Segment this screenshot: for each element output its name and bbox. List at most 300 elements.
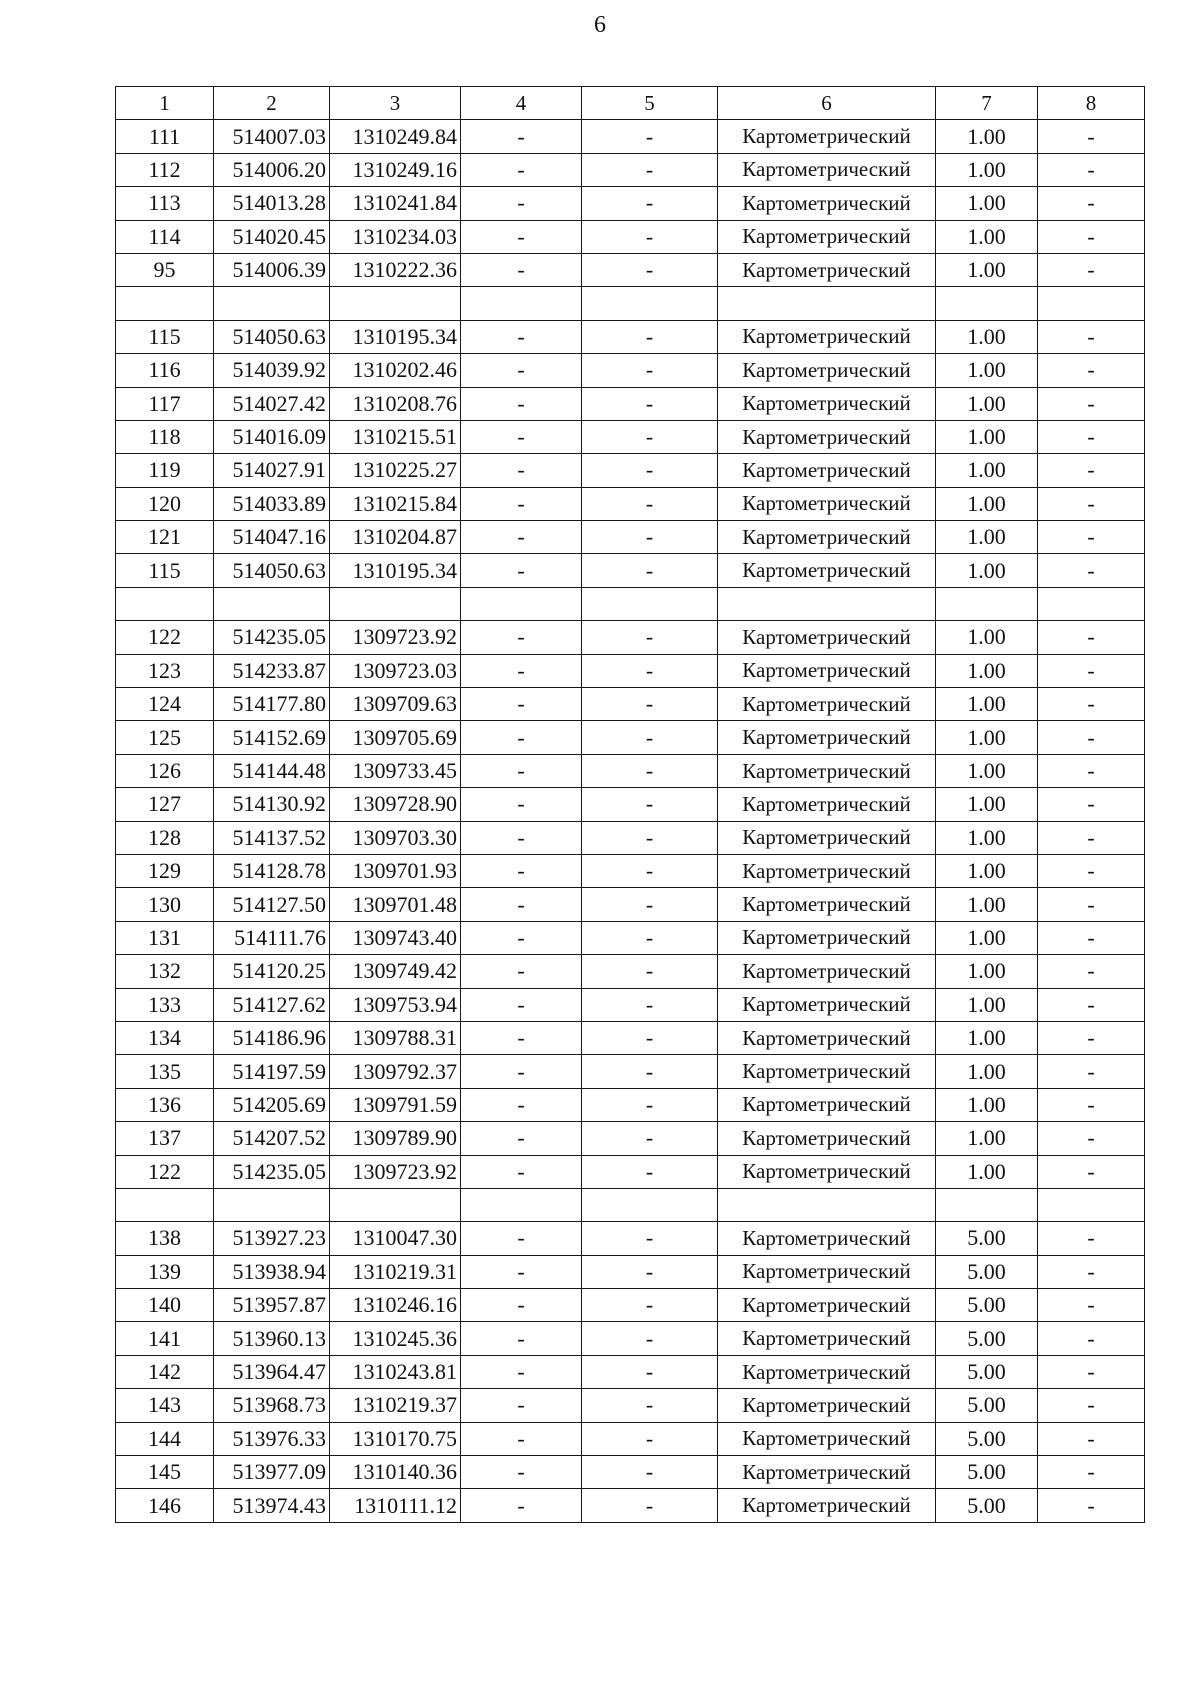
y-coordinate-cell: 1310219.31: [330, 1255, 461, 1288]
y-coordinate-cell: 1310111.12: [330, 1489, 461, 1522]
y-coordinate-cell: 1310215.51: [330, 420, 461, 453]
x-coordinate-cell: 514016.09: [214, 420, 330, 453]
y-coordinate-cell: 1309723.03: [330, 654, 461, 687]
column-4-cell: -: [461, 1355, 582, 1388]
column-4-cell: [461, 587, 582, 620]
method-cell: [718, 587, 936, 620]
column-4-cell: -: [461, 1322, 582, 1355]
table-row: [116, 721, 1145, 754]
point-number-cell: 126: [116, 754, 214, 787]
y-coordinate-cell: 1310140.36: [330, 1456, 461, 1489]
table-row: [116, 621, 1145, 654]
accuracy-cell: 5.00: [936, 1255, 1038, 1288]
y-coordinate-cell: 1310241.84: [330, 187, 461, 220]
table-row: [116, 521, 1145, 554]
point-number-cell: 140: [116, 1289, 214, 1322]
table-row: [116, 1155, 1145, 1188]
method-cell: Картометрический: [718, 1122, 936, 1155]
y-coordinate-cell: [330, 287, 461, 320]
accuracy-cell: 1.00: [936, 1088, 1038, 1121]
table-row: [116, 1422, 1145, 1455]
x-coordinate-cell: 513974.43: [214, 1489, 330, 1522]
accuracy-cell: 1.00: [936, 1055, 1038, 1088]
x-coordinate-cell: 514050.63: [214, 554, 330, 587]
x-coordinate-cell: 514047.16: [214, 521, 330, 554]
y-coordinate-cell: 1309709.63: [330, 688, 461, 721]
table-row: [116, 320, 1145, 353]
column-header-5: 5: [582, 87, 718, 120]
accuracy-cell: 1.00: [936, 554, 1038, 587]
y-coordinate-cell: 1310225.27: [330, 454, 461, 487]
column-8-cell: -: [1038, 1489, 1145, 1522]
y-coordinate-cell: 1309788.31: [330, 1021, 461, 1054]
x-coordinate-cell: 514233.87: [214, 654, 330, 687]
column-4-cell: -: [461, 420, 582, 453]
column-5-cell: -: [582, 220, 718, 253]
point-number-cell: [116, 287, 214, 320]
column-4-cell: -: [461, 153, 582, 186]
method-cell: Картометрический: [718, 1422, 936, 1455]
x-coordinate-cell: 514127.50: [214, 888, 330, 921]
accuracy-cell: 1.00: [936, 654, 1038, 687]
accuracy-cell: 1.00: [936, 354, 1038, 387]
column-5-cell: -: [582, 454, 718, 487]
y-coordinate-cell: 1310047.30: [330, 1222, 461, 1255]
column-8-cell: -: [1038, 1355, 1145, 1388]
column-5-cell: -: [582, 854, 718, 887]
column-8-cell: -: [1038, 220, 1145, 253]
table-row: [116, 688, 1145, 721]
column-8-cell: -: [1038, 1155, 1145, 1188]
point-number-cell: 130: [116, 888, 214, 921]
column-5-cell: -: [582, 1422, 718, 1455]
table-row: [116, 253, 1145, 286]
x-coordinate-cell: 514111.76: [214, 921, 330, 954]
column-4-cell: -: [461, 688, 582, 721]
column-5-cell: -: [582, 921, 718, 954]
column-5-cell: -: [582, 955, 718, 988]
method-cell: Картометрический: [718, 487, 936, 520]
point-number-cell: 118: [116, 420, 214, 453]
accuracy-cell: 1.00: [936, 153, 1038, 186]
x-coordinate-cell: 514152.69: [214, 721, 330, 754]
column-4-cell: -: [461, 621, 582, 654]
point-number-cell: 119: [116, 454, 214, 487]
x-coordinate-cell: 514207.52: [214, 1122, 330, 1155]
column-5-cell: [582, 587, 718, 620]
column-8-cell: -: [1038, 1456, 1145, 1489]
point-number-cell: 146: [116, 1489, 214, 1522]
y-coordinate-cell: 1309703.30: [330, 821, 461, 854]
column-8-cell: -: [1038, 1088, 1145, 1121]
y-coordinate-cell: 1310195.34: [330, 320, 461, 353]
x-coordinate-cell: 514197.59: [214, 1055, 330, 1088]
point-number-cell: 113: [116, 187, 214, 220]
column-5-cell: -: [582, 320, 718, 353]
table-row: [116, 888, 1145, 921]
x-coordinate-cell: 514013.28: [214, 187, 330, 220]
column-header-8: 8: [1038, 87, 1145, 120]
point-number-cell: 117: [116, 387, 214, 420]
x-coordinate-cell: 514039.92: [214, 354, 330, 387]
column-8-cell: -: [1038, 253, 1145, 286]
page-number: 6: [594, 12, 606, 38]
table-row: [116, 420, 1145, 453]
accuracy-cell: 1.00: [936, 320, 1038, 353]
point-number-cell: 122: [116, 1155, 214, 1188]
column-5-cell: -: [582, 788, 718, 821]
table-row: [116, 1088, 1145, 1121]
point-number-cell: 115: [116, 554, 214, 587]
x-coordinate-cell: 514177.80: [214, 688, 330, 721]
column-4-cell: -: [461, 187, 582, 220]
x-coordinate-cell: 514050.63: [214, 320, 330, 353]
y-coordinate-cell: 1309749.42: [330, 955, 461, 988]
y-coordinate-cell: 1310215.84: [330, 487, 461, 520]
table-row: [116, 754, 1145, 787]
column-8-cell: -: [1038, 387, 1145, 420]
column-8-cell: -: [1038, 1322, 1145, 1355]
column-4-cell: -: [461, 1088, 582, 1121]
point-number-cell: 114: [116, 220, 214, 253]
method-cell: Картометрический: [718, 454, 936, 487]
x-coordinate-cell: 513964.47: [214, 1355, 330, 1388]
point-number-cell: 115: [116, 320, 214, 353]
accuracy-cell: 5.00: [936, 1355, 1038, 1388]
method-cell: Картометрический: [718, 788, 936, 821]
x-coordinate-cell: 514137.52: [214, 821, 330, 854]
table-row: [116, 1389, 1145, 1422]
table-row: [116, 654, 1145, 687]
method-cell: Картометрический: [718, 854, 936, 887]
method-cell: Картометрический: [718, 220, 936, 253]
column-8-cell: -: [1038, 788, 1145, 821]
column-8-cell: [1038, 587, 1145, 620]
column-8-cell: -: [1038, 921, 1145, 954]
table-row: [116, 955, 1145, 988]
column-4-cell: -: [461, 854, 582, 887]
column-4-cell: -: [461, 1422, 582, 1455]
header-row: [116, 87, 1145, 120]
table-row: [116, 1255, 1145, 1288]
column-5-cell: -: [582, 821, 718, 854]
separator-row: [116, 587, 1145, 620]
column-8-cell: -: [1038, 187, 1145, 220]
y-coordinate-cell: 1309743.40: [330, 921, 461, 954]
y-coordinate-cell: [330, 1188, 461, 1221]
x-coordinate-cell: [214, 1188, 330, 1221]
x-coordinate-cell: [214, 287, 330, 320]
column-8-cell: -: [1038, 754, 1145, 787]
x-coordinate-cell: 514235.05: [214, 621, 330, 654]
column-8-cell: -: [1038, 1422, 1145, 1455]
accuracy-cell: 1.00: [936, 921, 1038, 954]
column-4-cell: -: [461, 354, 582, 387]
column-8-cell: -: [1038, 1021, 1145, 1054]
y-coordinate-cell: 1309733.45: [330, 754, 461, 787]
point-number-cell: 122: [116, 621, 214, 654]
column-5-cell: -: [582, 621, 718, 654]
column-4-cell: -: [461, 387, 582, 420]
column-8-cell: -: [1038, 153, 1145, 186]
column-5-cell: -: [582, 888, 718, 921]
method-cell: Картометрический: [718, 1255, 936, 1288]
column-4-cell: -: [461, 554, 582, 587]
column-4-cell: -: [461, 320, 582, 353]
x-coordinate-cell: 514144.48: [214, 754, 330, 787]
column-5-cell: -: [582, 1255, 718, 1288]
column-8-cell: -: [1038, 420, 1145, 453]
method-cell: Картометрический: [718, 521, 936, 554]
method-cell: Картометрический: [718, 654, 936, 687]
column-8-cell: -: [1038, 320, 1145, 353]
column-4-cell: -: [461, 921, 582, 954]
accuracy-cell: 1.00: [936, 487, 1038, 520]
table-row: [116, 554, 1145, 587]
table-row: [116, 354, 1145, 387]
accuracy-cell: 5.00: [936, 1222, 1038, 1255]
column-5-cell: -: [582, 1456, 718, 1489]
column-5-cell: -: [582, 387, 718, 420]
column-8-cell: -: [1038, 1055, 1145, 1088]
y-coordinate-cell: 1310195.34: [330, 554, 461, 587]
coordinates-table: [115, 86, 1145, 1523]
y-coordinate-cell: 1310204.87: [330, 521, 461, 554]
x-coordinate-cell: 513938.94: [214, 1255, 330, 1288]
accuracy-cell: 1.00: [936, 420, 1038, 453]
point-number-cell: 121: [116, 521, 214, 554]
accuracy-cell: 5.00: [936, 1422, 1038, 1455]
point-number-cell: 137: [116, 1122, 214, 1155]
table-body: [116, 120, 1145, 1522]
method-cell: Картометрический: [718, 554, 936, 587]
accuracy-cell: 1.00: [936, 788, 1038, 821]
x-coordinate-cell: 514235.05: [214, 1155, 330, 1188]
x-coordinate-cell: 514020.45: [214, 220, 330, 253]
column-5-cell: -: [582, 554, 718, 587]
column-4-cell: -: [461, 1389, 582, 1422]
accuracy-cell: 1.00: [936, 120, 1038, 153]
accuracy-cell: 1.00: [936, 220, 1038, 253]
column-5-cell: -: [582, 153, 718, 186]
column-4-cell: -: [461, 754, 582, 787]
accuracy-cell: 1.00: [936, 854, 1038, 887]
table-row: [116, 854, 1145, 887]
method-cell: Картометрический: [718, 1088, 936, 1121]
column-4-cell: -: [461, 1021, 582, 1054]
column-5-cell: -: [582, 1055, 718, 1088]
method-cell: Картометрический: [718, 1322, 936, 1355]
x-coordinate-cell: [214, 587, 330, 620]
column-5-cell: -: [582, 420, 718, 453]
table-row: [116, 1456, 1145, 1489]
accuracy-cell: 1.00: [936, 955, 1038, 988]
accuracy-cell: 5.00: [936, 1389, 1038, 1422]
column-8-cell: -: [1038, 1222, 1145, 1255]
column-4-cell: -: [461, 1456, 582, 1489]
table-row: [116, 1222, 1145, 1255]
point-number-cell: 116: [116, 354, 214, 387]
accuracy-cell: 1.00: [936, 1155, 1038, 1188]
point-number-cell: 95: [116, 253, 214, 286]
column-header-2: 2: [214, 87, 330, 120]
x-coordinate-cell: 514120.25: [214, 955, 330, 988]
column-5-cell: -: [582, 487, 718, 520]
point-number-cell: 112: [116, 153, 214, 186]
column-5-cell: -: [582, 1222, 718, 1255]
point-number-cell: 124: [116, 688, 214, 721]
x-coordinate-cell: 513968.73: [214, 1389, 330, 1422]
column-8-cell: -: [1038, 487, 1145, 520]
y-coordinate-cell: 1309701.93: [330, 854, 461, 887]
column-4-cell: -: [461, 454, 582, 487]
table-row: [116, 487, 1145, 520]
column-4-cell: -: [461, 1255, 582, 1288]
method-cell: Картометрический: [718, 888, 936, 921]
y-coordinate-cell: 1310234.03: [330, 220, 461, 253]
column-5-cell: -: [582, 688, 718, 721]
accuracy-cell: 1.00: [936, 888, 1038, 921]
x-coordinate-cell: 513960.13: [214, 1322, 330, 1355]
y-coordinate-cell: 1310208.76: [330, 387, 461, 420]
column-8-cell: -: [1038, 621, 1145, 654]
separator-row: [116, 287, 1145, 320]
column-8-cell: [1038, 287, 1145, 320]
x-coordinate-cell: 514130.92: [214, 788, 330, 821]
x-coordinate-cell: 514027.91: [214, 454, 330, 487]
accuracy-cell: 1.00: [936, 621, 1038, 654]
point-number-cell: 128: [116, 821, 214, 854]
accuracy-cell: 1.00: [936, 454, 1038, 487]
point-number-cell: 111: [116, 120, 214, 153]
column-5-cell: -: [582, 1088, 718, 1121]
x-coordinate-cell: 514006.20: [214, 153, 330, 186]
method-cell: [718, 1188, 936, 1221]
accuracy-cell: 5.00: [936, 1456, 1038, 1489]
point-number-cell: 142: [116, 1355, 214, 1388]
column-4-cell: -: [461, 1055, 582, 1088]
point-number-cell: 144: [116, 1422, 214, 1455]
method-cell: Картометрический: [718, 1289, 936, 1322]
column-5-cell: -: [582, 754, 718, 787]
accuracy-cell: 1.00: [936, 253, 1038, 286]
x-coordinate-cell: 514128.78: [214, 854, 330, 887]
y-coordinate-cell: 1310249.16: [330, 153, 461, 186]
column-8-cell: -: [1038, 854, 1145, 887]
column-4-cell: -: [461, 220, 582, 253]
column-5-cell: -: [582, 521, 718, 554]
table-row: [116, 1021, 1145, 1054]
accuracy-cell: 5.00: [936, 1489, 1038, 1522]
table-row: [116, 921, 1145, 954]
x-coordinate-cell: 514205.69: [214, 1088, 330, 1121]
column-4-cell: -: [461, 487, 582, 520]
y-coordinate-cell: 1309791.59: [330, 1088, 461, 1121]
accuracy-cell: 1.00: [936, 187, 1038, 220]
column-8-cell: -: [1038, 1289, 1145, 1322]
y-coordinate-cell: 1309753.94: [330, 988, 461, 1021]
y-coordinate-cell: 1310245.36: [330, 1322, 461, 1355]
accuracy-cell: 1.00: [936, 1122, 1038, 1155]
x-coordinate-cell: 514033.89: [214, 487, 330, 520]
column-8-cell: -: [1038, 1255, 1145, 1288]
method-cell: Картометрический: [718, 1389, 936, 1422]
method-cell: Картометрический: [718, 1355, 936, 1388]
method-cell: Картометрический: [718, 153, 936, 186]
column-5-cell: -: [582, 988, 718, 1021]
table-row: [116, 988, 1145, 1021]
y-coordinate-cell: 1310246.16: [330, 1289, 461, 1322]
column-8-cell: -: [1038, 120, 1145, 153]
y-coordinate-cell: 1309792.37: [330, 1055, 461, 1088]
x-coordinate-cell: 514006.39: [214, 253, 330, 286]
column-5-cell: -: [582, 1155, 718, 1188]
accuracy-cell: 1.00: [936, 988, 1038, 1021]
table-row: [116, 1489, 1145, 1522]
point-number-cell: 125: [116, 721, 214, 754]
column-5-cell: -: [582, 654, 718, 687]
point-number-cell: 145: [116, 1456, 214, 1489]
column-5-cell: -: [582, 1355, 718, 1388]
x-coordinate-cell: 514186.96: [214, 1021, 330, 1054]
point-number-cell: 138: [116, 1222, 214, 1255]
point-number-cell: 129: [116, 854, 214, 887]
method-cell: Картометрический: [718, 1155, 936, 1188]
column-5-cell: -: [582, 253, 718, 286]
y-coordinate-cell: [330, 587, 461, 620]
method-cell: Картометрический: [718, 754, 936, 787]
column-5-cell: -: [582, 1389, 718, 1422]
x-coordinate-cell: 514127.62: [214, 988, 330, 1021]
method-cell: Картометрический: [718, 253, 936, 286]
column-8-cell: -: [1038, 888, 1145, 921]
point-number-cell: 139: [116, 1255, 214, 1288]
column-5-cell: [582, 1188, 718, 1221]
accuracy-cell: 5.00: [936, 1322, 1038, 1355]
point-number-cell: 143: [116, 1389, 214, 1422]
x-coordinate-cell: 514027.42: [214, 387, 330, 420]
column-8-cell: -: [1038, 354, 1145, 387]
method-cell: Картометрический: [718, 1021, 936, 1054]
point-number-cell: 131: [116, 921, 214, 954]
column-4-cell: [461, 287, 582, 320]
column-4-cell: -: [461, 1289, 582, 1322]
column-4-cell: -: [461, 955, 582, 988]
table-row: [116, 454, 1145, 487]
column-8-cell: -: [1038, 721, 1145, 754]
table-row: [116, 220, 1145, 253]
accuracy-cell: 1.00: [936, 521, 1038, 554]
column-5-cell: -: [582, 1489, 718, 1522]
method-cell: Картометрический: [718, 921, 936, 954]
column-8-cell: -: [1038, 521, 1145, 554]
column-4-cell: -: [461, 721, 582, 754]
method-cell: Картометрический: [718, 320, 936, 353]
column-5-cell: -: [582, 1289, 718, 1322]
column-4-cell: -: [461, 1155, 582, 1188]
column-5-cell: -: [582, 1122, 718, 1155]
table-row: [116, 387, 1145, 420]
point-number-cell: 123: [116, 654, 214, 687]
column-4-cell: -: [461, 654, 582, 687]
column-5-cell: -: [582, 1322, 718, 1355]
table-row: [116, 1355, 1145, 1388]
point-number-cell: 141: [116, 1322, 214, 1355]
point-number-cell: 120: [116, 487, 214, 520]
column-5-cell: [582, 287, 718, 320]
method-cell: Картометрический: [718, 354, 936, 387]
method-cell: Картометрический: [718, 1489, 936, 1522]
